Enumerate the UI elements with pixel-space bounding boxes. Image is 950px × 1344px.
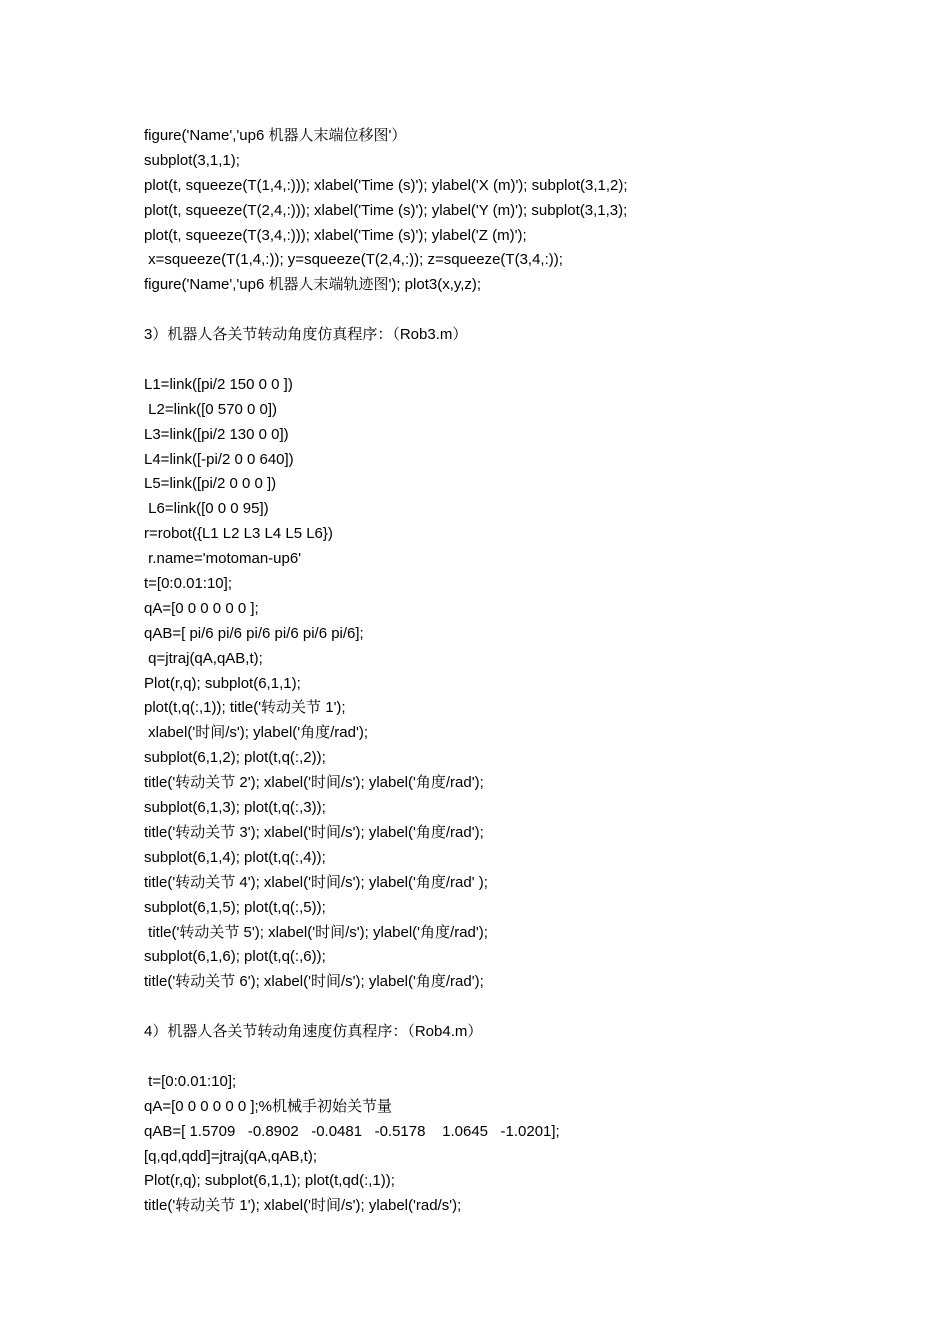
code-line: subplot(3,1,1); (144, 151, 240, 169)
code-line: plot(t,q(:,1)); title('转动关节 1'); (144, 699, 346, 717)
code-line: L2=link([0 570 0 0]) (144, 400, 278, 418)
code-line: figure('Name','up6 机器人末端轨迹图'); plot3(x,y,z); (144, 276, 482, 294)
code-line: qAB=[ 1.5709 -0.8902 -0.0481 -0.5178 1.0645 -1.0201]; (144, 1122, 560, 1140)
code-line: t=[0:0.01:10]; (144, 575, 232, 593)
code-line: L6=link([0 0 0 95]) (144, 500, 269, 518)
code-line: plot(t, squeeze(T(1,4,:))); xlabel('Time (s)'); ylabel('X (m)'); subplot(3,1,2); (144, 176, 628, 194)
code-line: qAB=[ pi/6 pi/6 pi/6 pi/6 pi/6 pi/6]; (144, 624, 364, 642)
code-line: figure('Name','up6 机器人末端位移图'） (144, 127, 407, 144)
code-line: Plot(r,q); subplot(6,1,1); plot(t,qd(:,1)); (144, 1172, 395, 1190)
blank-line (144, 348, 864, 373)
code-line: subplot(6,1,3); plot(t,q(:,3)); (144, 799, 326, 817)
code-line: r=robot({L1 L2 L3 L4 L5 L6}) (144, 525, 333, 543)
code-line: title('转动关节 5'); xlabel('时间/s'); ylabel('角度/rad'); (144, 923, 488, 941)
code-line: xlabel('时间/s'); ylabel('角度/rad'); (144, 724, 369, 742)
blank-line (144, 298, 864, 323)
code-line: title('转动关节 1'); xlabel('时间/s'); ylabel('rad/s'); (144, 1197, 462, 1215)
code-line: q=jtraj(qA,qAB,t); (144, 649, 263, 667)
code-line: Plot(r,q); subplot(6,1,1); (144, 674, 301, 692)
code-line: qA=[0 0 0 0 0 0 ];%机械手初始关节量 (144, 1097, 393, 1115)
code-line: L4=link([-pi/2 0 0 640]) (144, 450, 294, 468)
code-line: subplot(6,1,5); plot(t,q(:,5)); (144, 898, 326, 916)
code-line: subplot(6,1,2); plot(t,q(:,2)); (144, 749, 326, 767)
code-listing (144, 124, 864, 1219)
code-line: 3）机器人各关节转动角度仿真程序：（Rob3.m） (144, 326, 468, 344)
code-line: [q,qd,qdd]=jtraj(qA,qAB,t); (144, 1147, 318, 1165)
code-line: title('转动关节 4'); xlabel('时间/s'); ylabel('角度/rad' ); (144, 873, 488, 891)
code-line: subplot(6,1,6); plot(t,q(:,6)); (144, 948, 326, 966)
code-line: plot(t, squeeze(T(2,4,:))); xlabel('Time (s)'); ylabel('Y (m)'); subplot(3,1,3); (144, 201, 628, 219)
code-line: x=squeeze(T(1,4,:)); y=squeeze(T(2,4,:)); z=squeeze(T(3,4,:)); (144, 251, 563, 269)
code-line: r.name='motoman-up6' (144, 550, 302, 568)
blank-line (144, 1045, 864, 1070)
code-line: subplot(6,1,4); plot(t,q(:,4)); (144, 848, 326, 866)
code-line: L1=link([pi/2 150 0 0 ]) (144, 375, 293, 393)
code-line: title('转动关节 6'); xlabel('时间/s'); ylabel('角度/rad'); (144, 973, 484, 991)
code-line: L3=link([pi/2 130 0 0]) (144, 425, 289, 443)
code-line: qA=[0 0 0 0 0 0 ]; (144, 599, 259, 617)
code-line: title('转动关节 3'); xlabel('时间/s'); ylabel('角度/rad'); (144, 823, 484, 841)
code-line: title('转动关节 2'); xlabel('时间/s'); ylabel('角度/rad'); (144, 774, 484, 792)
code-line: 4）机器人各关节转动角速度仿真程序：（Rob4.m） (144, 1023, 483, 1041)
code-line: t=[0:0.01:10]; (144, 1072, 237, 1090)
code-line: L5=link([pi/2 0 0 0 ]) (144, 475, 277, 493)
blank-line (144, 995, 864, 1020)
code-line: plot(t, squeeze(T(3,4,:))); xlabel('Time (s)'); ylabel('Z (m)'); (144, 226, 527, 244)
